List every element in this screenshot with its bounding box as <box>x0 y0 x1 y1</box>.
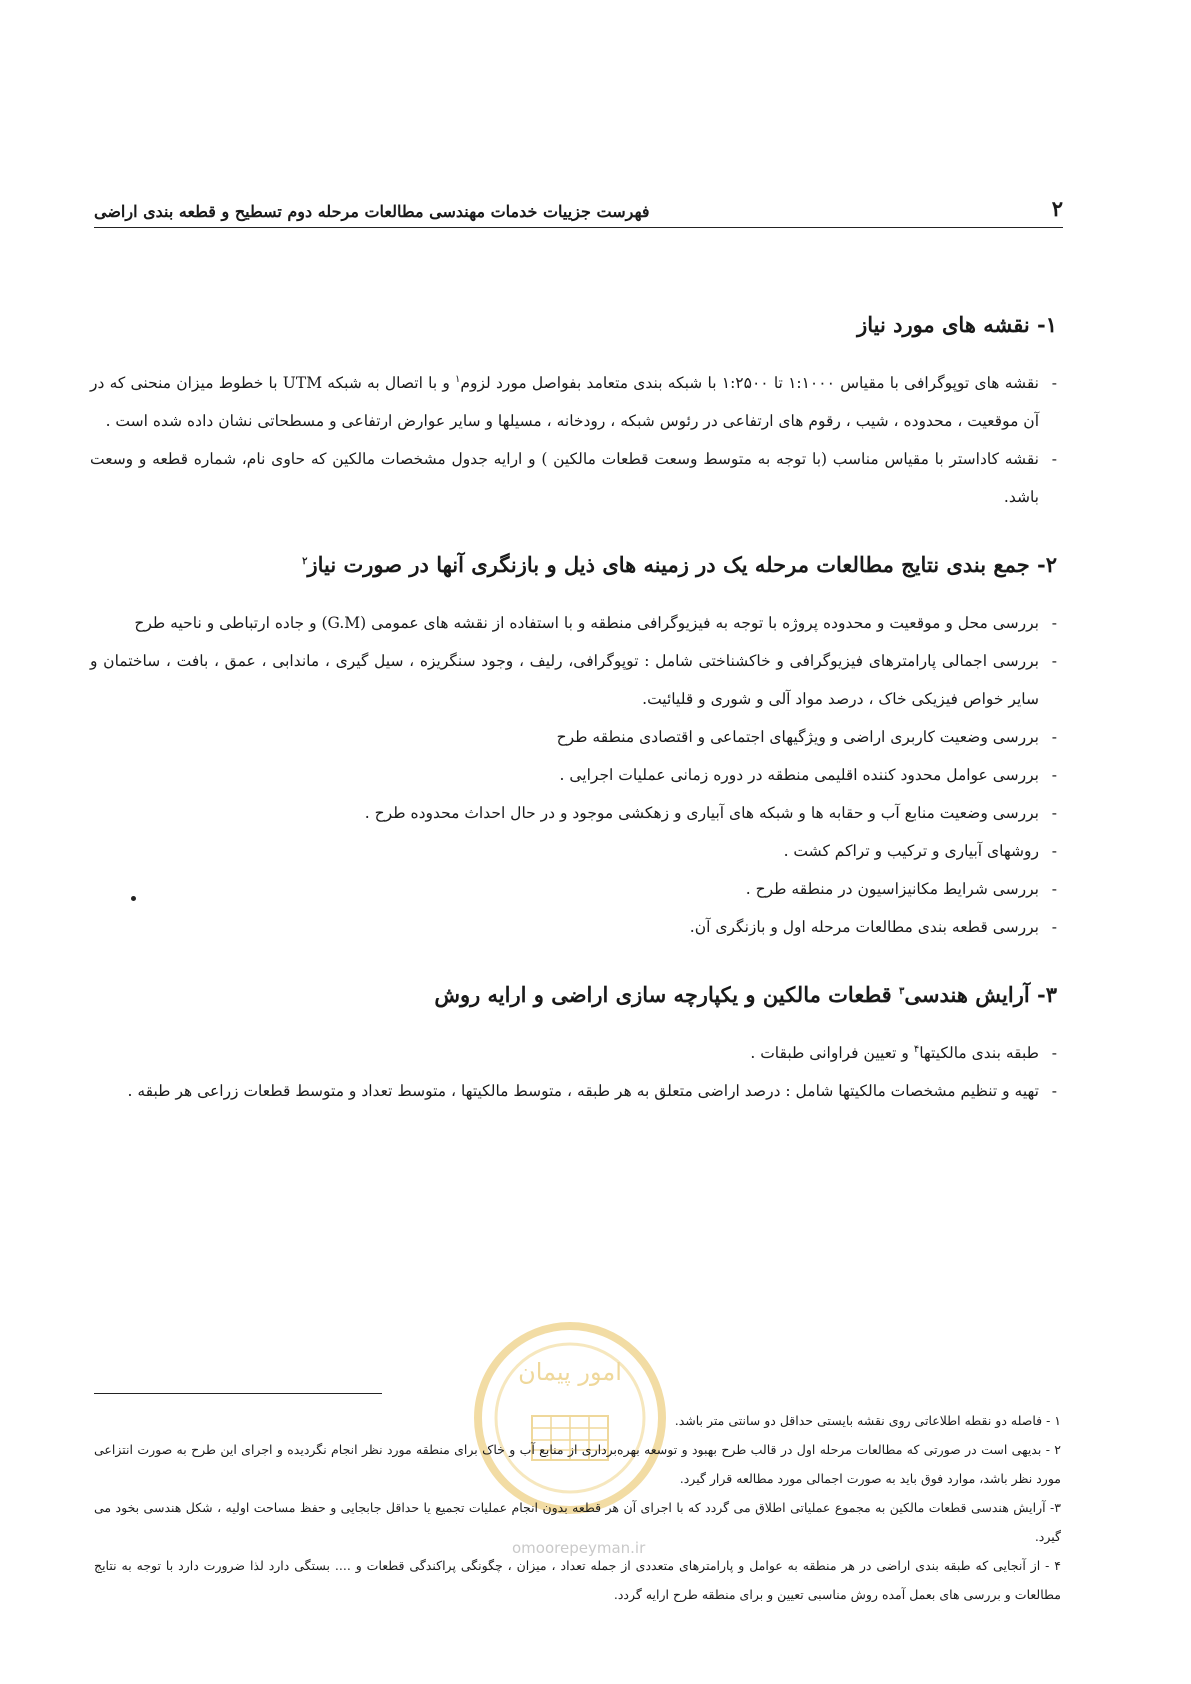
footnote-ref[interactable]: ۲ <box>302 556 308 567</box>
list-item: - نقشه کاداستر با مقیاس مناسب (با توجه به متوسط وسعت قطعات مالکین ) و ارایه جدول مشخصات مالکین که حاوی نام، شماره قطعه و وسعت باشد. <box>90 440 1057 516</box>
header-title: فهرست جزییات خدمات مهندسی مطالعات مرحله دوم تسطیح و قطعه بندی اراضی <box>94 202 650 221</box>
watermark-brand: امور پیمان <box>518 1358 622 1386</box>
footnote-ref[interactable]: ۳ <box>899 986 905 997</box>
page-header <box>94 196 1063 228</box>
section-phase-one-summary <box>90 550 1057 946</box>
footnote: ۳- آرایش هندسی قطعات مالکین به مجموع عملیاتی اطلاق می گردد که با اجرای آن هر قطعه بدون انجام عملیات تجمیع یا حداقل جابجایی و حفظ مساحت اولیه ، شکل هندسی بخود می گیرد. <box>94 1500 1061 1544</box>
section-geometric-layout <box>90 980 1057 1110</box>
section-heading: ۳- آرایش هندسی$^۳$ قطعات مالکین و یکپارچه سازی اراضی و ارایه روش <box>434 982 1057 1007</box>
list-item: - بررسی اجمالی پارامترهای فیزیوگرافی و خاکشناختی شامل : توپوگرافی، رلیف ، وجود سنگریزه ، سیل گیری ، ماندابی ، عمق ، بافت ، ساختمان و سایر خواص فیزیکی خاک ، درصد مواد آلی و شوری و قلیائیت. <box>90 642 1057 718</box>
list-item: - بررسی قطعه بندی مطالعات مرحله اول و بازنگری آن. <box>90 908 1057 946</box>
footnote: ۲ - بدیهی است در صورتی که مطالعات مرحله اول در قالب طرح بهبود و توسعه بهره‌برداری از منابع آب و خاک برای منطقه مورد نظر انجام نگردیده و اجرای این طرح به صورت انتزاعی مورد نظر باشد، موارد فوق باید به صورت اجمالی مورد مطالعه قرار گیرد. <box>94 1442 1061 1486</box>
list-item: - بررسی محل و موقعیت و محدوده پروژه با توجه به فیزیوگرافی منطقه و با استفاده از نقشه های عمومی (G.M) و جاده ارتباطی و ناحیه طرح <box>90 604 1057 642</box>
footnote-divider <box>94 1393 382 1394</box>
list-item: - طبقه بندی مالکیتها$^۴$ و تعیین فراوانی طبقات . <box>90 1034 1057 1072</box>
footnote: ۴ - از آنجایی که طبقه بندی اراضی در هر منطقه به عوامل و پارامترهای متعددی از جمله تعداد ، میزان ، چگونگی پراکندگی قطعات و .... بستگی دارد لذا ضرورت دارد با توجه به نتایج مطالعات و بررسی های بعمل آمده روش مناسبی تعیین و برای منطقه طرح ارایه گردد. <box>94 1558 1061 1602</box>
list-item: - بررسی وضعیت منابع آب و حقابه ها و شبکه های آبیاری و زهکشی موجود و در حال احداث محدوده طرح . <box>90 794 1057 832</box>
footnote-ref[interactable]: ۱ <box>455 373 461 385</box>
section-heading: ۱- نقشه های مورد نیاز <box>857 312 1057 337</box>
main-content <box>90 310 1057 1144</box>
footnote-ref[interactable]: ۴ <box>913 1043 920 1055</box>
list-item: - روشهای آبیاری و ترکیب و تراکم کشت . <box>90 832 1057 870</box>
list-item: - نقشه های توپوگرافی با مقیاس ۱:۱۰۰۰ تا ۱:۲۵۰۰ با شبکه بندی متعامد بفواصل مورد لزوم$^۱$ و با اتصال به شبکه UTM با خطوط میزان منحنی که در آن موقعیت ، محدوده ، شیب ، رقوم های ارتفاعی در رئوس شبکه ، رودخانه ، مسیلها و سایر عوارض ارتفاعی و مسطحاتی نشان داده شده است . <box>90 364 1057 440</box>
list-item: - بررسی عوامل محدود کننده اقلیمی منطقه در دوره زمانی عملیات اجرایی . <box>90 756 1057 794</box>
section-maps <box>90 310 1057 516</box>
footnotes <box>94 1406 1061 1609</box>
list-item: - تهیه و تنظیم مشخصات مالکیتها شامل : درصد اراضی متعلق به هر طبقه ، متوسط مالکیتها ، متوسط تعداد و متوسط قطعات زراعی هر طبقه . <box>90 1072 1057 1110</box>
section-heading: ۲- جمع بندی نتایج مطالعات مرحله یک در زمینه های ذیل و بازنگری آنها در صورت نیاز$^۲$ <box>302 552 1057 577</box>
page-number: ۲ <box>1051 196 1063 221</box>
stray-dot <box>131 896 136 901</box>
watermark-url: omoorepeyman.ir <box>512 1539 646 1557</box>
list-item: - بررسی وضعیت کاربری اراضی و ویژگیهای اجتماعی و اقتصادی منطقه طرح <box>90 718 1057 756</box>
footnote: ۱ - فاصله دو نقطه اطلاعاتی روی نقشه بایستی حداقل دو سانتی متر باشد. <box>674 1413 1061 1428</box>
list-item: - بررسی شرایط مکانیزاسیون در منطقه طرح . <box>90 870 1057 908</box>
